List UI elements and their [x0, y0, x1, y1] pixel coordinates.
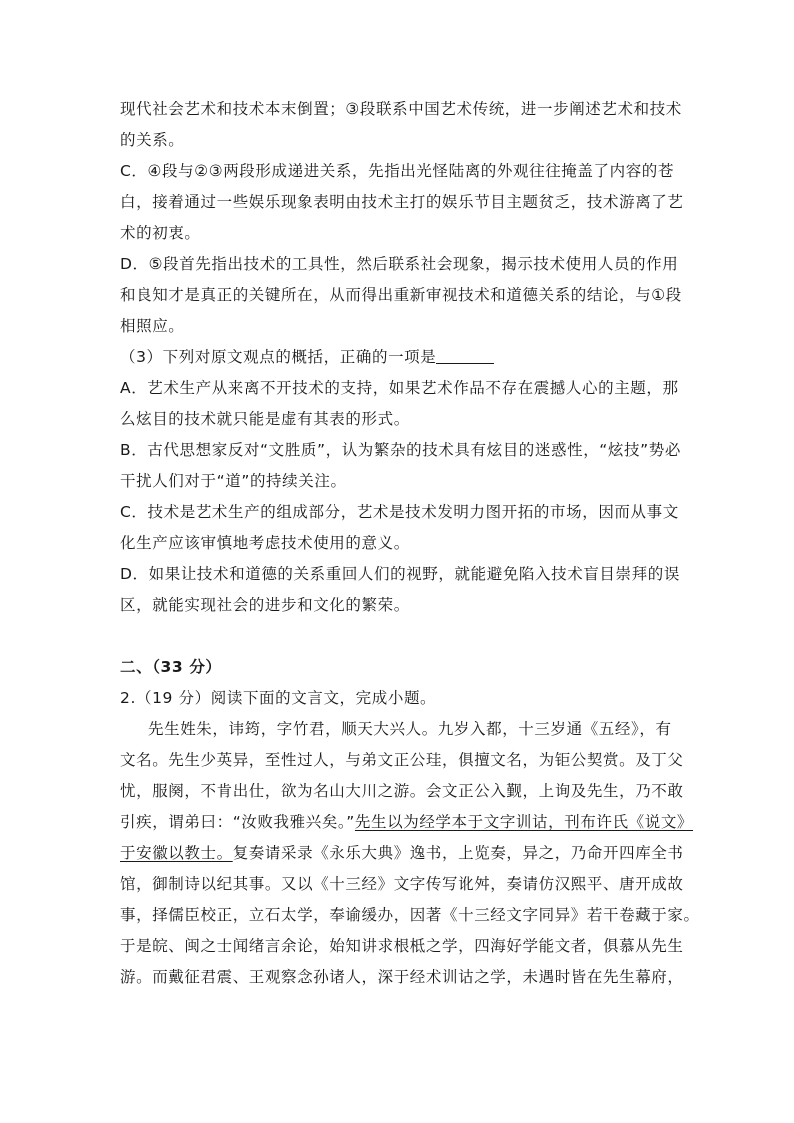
option-c-line-2: 白，接着通过一些娱乐现象表明由技术主打的娱乐节目主题贫乏，技术游离了艺: [120, 193, 684, 211]
passage-line-6: 馆，御制诗以纪其事。又以《十三经》文字传写讹舛，奏请仿汉熙平、唐开成故: [120, 875, 684, 893]
option-d-line-2: 和良知才是真正的关键所在，从而得出重新审视技术和道德关系的结论，与①段: [120, 286, 682, 304]
question-2-stem: 2.（19 分）阅读下面的文言文，完成小题。: [120, 689, 437, 707]
option-c-line-3: 术的初衷。: [120, 224, 201, 242]
q3-option-b-line-1: B．古代思想家反对“文胜质”，认为繁杂的技术具有炫目的迷惑性，“炫技”势必: [120, 441, 681, 459]
answer-blank: [436, 345, 494, 364]
question-3-stem: [120, 342, 680, 373]
passage-line-3: 忧，服阕，不肯出仕，欲为名山大川之游。会文正公入觐，上询及先生，乃不敢: [120, 782, 684, 800]
section-spacer: [120, 621, 680, 652]
passage-line-1: 先生姓朱，讳筠，字竹君，顺天大兴人。九岁入都，十三岁通《五经》，有: [148, 720, 672, 738]
q3-option-b-line-2: 干扰人们对于“道”的持续关注。: [120, 472, 347, 490]
passage-line-9: 游。而戴征君震、王观察念孙诸人，深于经术训诂之学，未遇时皆在先生幕府，: [120, 968, 684, 986]
passage-line-5: [120, 838, 684, 869]
question-3-stem-text: （3）下列对原文观点的概括，正确的一项是: [120, 348, 437, 366]
passage-line-2: 文名。先生少英异，至性过人，与弟文正公珪，俱擅文名，为钜公契赏。及丁父: [120, 751, 684, 769]
q3-option-d-line-2: 区，就能实现社会的进步和文化的繁荣。: [120, 596, 410, 614]
q3-option-c-line-1: C．技术是艺术生产的组成部分，艺术是技术发明力图开拓的市场，因而从事文: [120, 503, 679, 521]
option-d-line-1: D．⑤段首先指出技术的工具性，然后联系社会现象，揭示技术使用人员的作用: [120, 255, 679, 273]
option-d-line-3: 相照应。: [120, 317, 185, 335]
passage-line-5-text: 复奏请采录《永乐大典》逸书，上览奏，异之，乃命开四库全书: [232, 844, 684, 862]
q3-option-a-line-2: 么炫目的技术就只能是虚有其表的形式。: [120, 410, 410, 428]
q3-option-c-line-2: 化生产应该审慎地考虑技术使用的意义。: [120, 534, 410, 552]
underlined-sentence-part-1: 先生以为经学本于文字训诂，刊布许氏《说文》: [354, 813, 694, 831]
section-2-heading: 二、（33 分）: [120, 658, 222, 676]
document-page: [120, 94, 700, 993]
option-c-line-1: C．④段与②③两段形成递进关系，先指出光怪陆离的外观往往掩盖了内容的苍: [120, 162, 675, 180]
option-b-continuation-line-1: 现代社会艺术和技术本末倒置；③段联系中国艺术传统，进一步阐述艺术和技术: [120, 100, 682, 118]
option-b-continuation-line-2: 的关系。: [120, 131, 185, 149]
q3-option-d-line-1: D．如果让技术和道德的关系重回人们的视野，就能避免陷入技术盲目崇拜的误: [120, 565, 680, 583]
passage-line-4-text: 引疾，谓弟曰：“汝败我雅兴矣。”: [120, 813, 355, 831]
underlined-sentence-part-2: 于安徽以教士。: [120, 844, 233, 862]
passage-line-7: 事，择儒臣校正，立石太学，奉谕缓办，因著《十三经文字同异》若干卷藏于家。: [120, 906, 700, 924]
q3-option-a-line-1: A．艺术生产从来离不开技术的支持，如果艺术作品不存在震撼人心的主题，那: [120, 379, 679, 397]
passage-line-8: 于是皖、闽之士闻绪言余论，始知讲求根柢之学，四海好学能文者，俱慕从先生: [120, 937, 684, 955]
passage-line-4: [120, 807, 694, 838]
